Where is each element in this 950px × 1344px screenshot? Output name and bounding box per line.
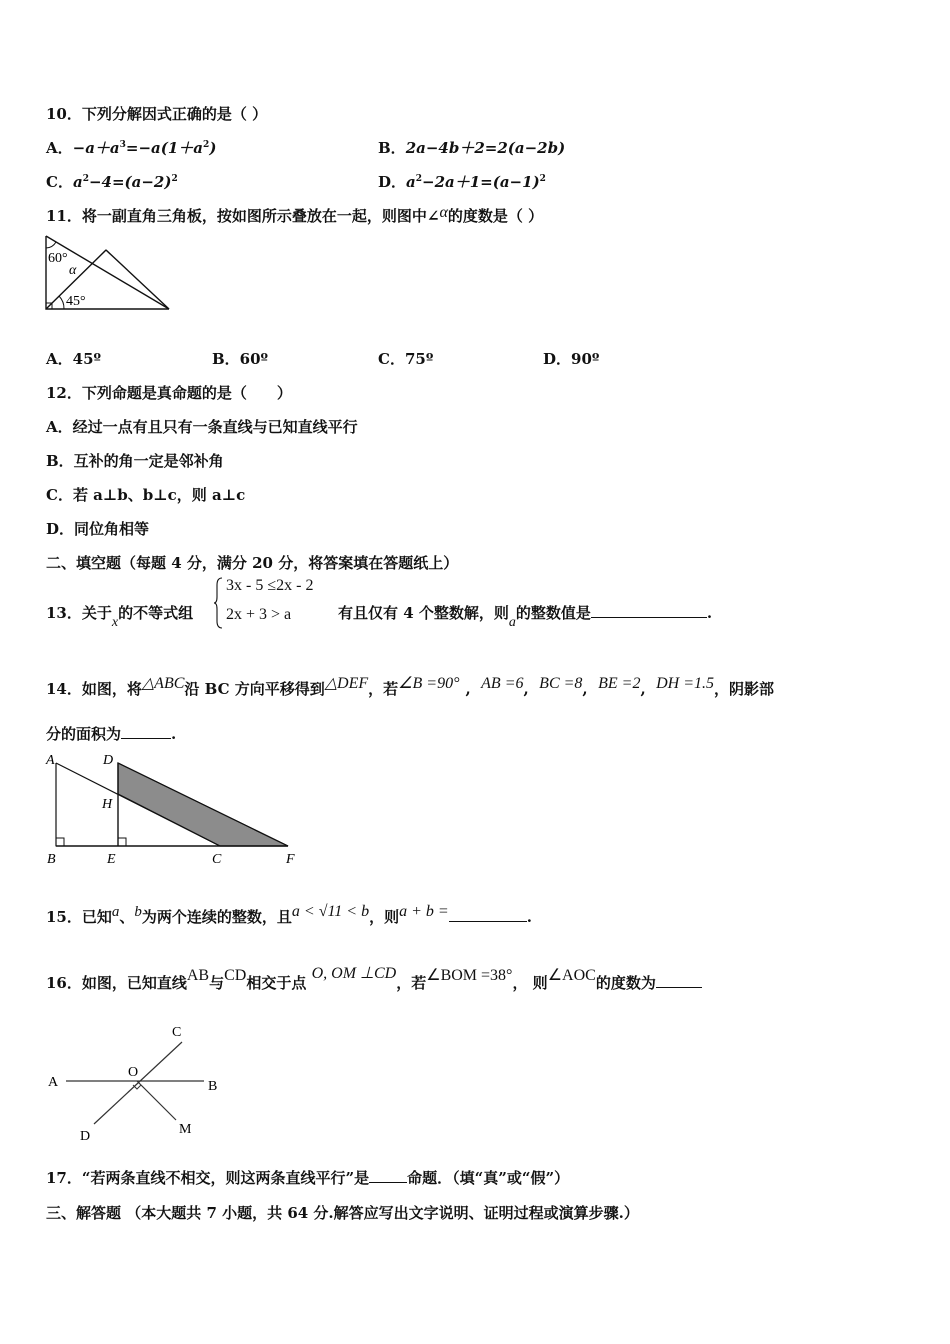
q16-label-m: M [179, 1122, 192, 1137]
q10-option-d: D．$a^2-2a+1=(a-1)^2$ [378, 173, 546, 191]
q13-brace [214, 577, 224, 629]
q14-label-a: A [46, 753, 55, 768]
q14-stem-line-2: 分的面积为 . [46, 725, 177, 743]
q14-label-e: E [107, 852, 116, 867]
section-2-heading: 二、填空题（每题 4 分，满分 20 分，将答案填在答题纸上） [46, 554, 459, 572]
q10-option-b: B．2a−4b＋2=2(a−2b) [378, 139, 566, 157]
q13-ineq-1: 3x - 5 ≤2x - 2 [226, 577, 314, 594]
q11-label-60: 60° [48, 251, 68, 266]
q10-option-c: C．$a^2-4=(a-2)^2$ [46, 173, 178, 191]
q16-label-b: B [208, 1079, 218, 1094]
q12-option-d: D．同位角相等 [46, 520, 150, 538]
q15-stem: 15．已知a、b为两个连续的整数，且a < √11 < b，则a + b = . [46, 903, 532, 926]
q16-ray-om [137, 1081, 176, 1120]
q11-option-a: A．45º [46, 350, 102, 368]
q12-stem: 12．下列命题是真命题的是（ ） [46, 384, 292, 402]
q14-translation-figure [42, 750, 304, 868]
q12-option-b: B．互补的角一定是邻补角 [46, 452, 224, 470]
q14-label-c: C [212, 852, 222, 867]
q16-intersecting-lines-figure [44, 1020, 234, 1146]
q13-stem: 13．关于x的不等式组 [46, 604, 194, 630]
q10-stem: 10．下列分解因式正确的是（ ） [46, 105, 268, 123]
q11-stem: 11．将一副直角三角板，按如图所示叠放在一起，则图中∠α的度数是（ ） [46, 204, 544, 225]
q16-line-cd [94, 1042, 182, 1124]
q14-right-angle-b [56, 838, 64, 846]
q11-arc-60 [46, 242, 56, 248]
q16-label-d: D [80, 1129, 91, 1144]
q11-outer-hypotenuse [46, 236, 169, 309]
q11-inner-leg [106, 250, 169, 309]
q17-answer-blank[interactable] [369, 1168, 407, 1183]
q14-label-h: H [102, 797, 113, 812]
q10-option-a: A．$-a+a^3=-a(1+a^2)$ [46, 139, 217, 157]
q14-answer-blank[interactable] [121, 724, 171, 739]
q14-right-angle-e [118, 838, 126, 846]
q13-ineq-2: 2x + 3 > a [226, 606, 292, 623]
q16-label-o: O [128, 1065, 139, 1080]
q11-option-c: C．75º [378, 350, 434, 368]
q13-answer-blank[interactable] [591, 603, 707, 618]
q14-label-b: B [47, 852, 56, 867]
q11-triangle-figure [42, 232, 178, 314]
q13-stem-tail: 有且仅有 4 个整数解，则a的整数值是 . [338, 604, 713, 630]
q17-stem: 17．“若两条直线不相交，则这两条直线平行”是 命题．（填“真”或“假”） [46, 1169, 570, 1187]
q11-label-45: 45° [66, 294, 86, 309]
q11-arc-45 [59, 296, 64, 309]
q14-label-f: F [286, 852, 295, 867]
section-3-heading: 三、解答题 （本大题共 7 小题，共 64 分.解答应写出文字说明、证明过程或演算步骤.） [46, 1204, 639, 1222]
q12-option-a: A．经过一点有且只有一条直线与已知直线平行 [46, 418, 358, 436]
q12-option-c: C．若 a⊥b、b⊥c，则 a⊥c [46, 486, 246, 504]
q11-option-b: B．60º [212, 350, 269, 368]
q15-answer-blank[interactable] [449, 907, 527, 922]
q11-label-alpha: α [69, 263, 77, 278]
q14-label-d: D [103, 753, 114, 768]
q11-option-d: D．90º [543, 350, 600, 368]
q16-stem: 16．如图，已知直线AB与CD相交于点 O, OM ⊥CD，若∠BOM =38°， 则∠AOC的度数为 [46, 963, 702, 993]
q14-stem: 14．如图，将△ABC沿 BC 方向平移得到△DEF，若∠B =90° , AB =6, BC =8, BE =2, DH =1.5，阴影部 [46, 675, 775, 698]
q16-label-a: A [48, 1075, 59, 1090]
q16-label-c: C [172, 1025, 182, 1040]
q13-inequality-system [214, 576, 338, 630]
q16-answer-blank[interactable] [656, 973, 702, 988]
